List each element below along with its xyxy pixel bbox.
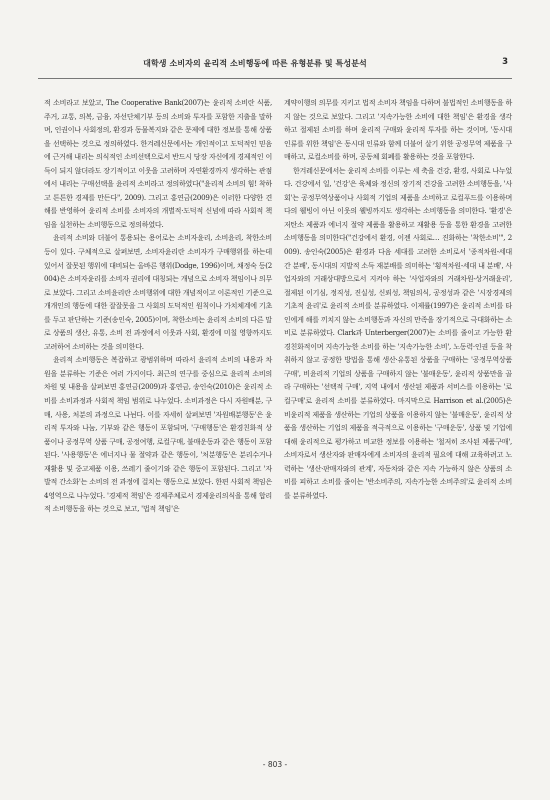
paragraph: 적 소비라고 보았고, The Cooperative Bank(2007)는 윤리적 소비란 식품, 주거, 교통, 의복, 금융, 자선단체기부 등의 소비와 투자를 포함한 지출을 말하며, 인권이나 사회정의, 환경과 동물복지와 같은 문제에 대한 정보를 통해 상품을 선택하는 것으로 정의하였다. 한겨레신문에서는 개인적이고 도덕적인 믿음에 근거해 내리는 의식적인 소비선택으로서 반드시 당장 자신에게 경제적인 이득이 되지 않더라도 장기적이고 이웃을 고려하며 자연환경까지 생각하는 관점에서 내리는 구매선택을 윤리적 소비라고 정의하였다("윤리적 소비의 힘! 착하고 튼튼한 경제를 만든다", 2009). 그리고 홍연금(2009)은 이러한 다양한 견해를 반영하여 윤리적 소비를 소비자의 개별적·도덕적 신념에 따라 사회적 책임을 실천하는 소비행동으로 정의하였다. bbox=[44, 98, 272, 229]
header-page-number: 3 bbox=[502, 57, 508, 67]
paragraph: 윤리적 소비와 더불어 통용되는 용어로는 소비자윤리, 소비윤리, 착한소비 등이 있다. 구체적으로 살펴보면, 소비자윤리란 소비자가 구매행위를 하는데 있어서 잘못된 행위에 대비되는 올바른 행위(Dodge, 1996)이며, 채정숙 등(2004)은 소비자윤리를 소비자 권리에 대칭되는 개념으로 소비자 책임이나 의무로 보았다. 그리고 소비윤리란 소비행위에 대한 개념적이고 이론적인 기준으로 개개인의 행동에 대한 잘잘못을 그 사회의 도덕적인 원칙이나 가치체계에 기초를 두고 판단하는 기준(송인숙, 2005)이며, 착한소비는 윤리적 소비의 다른 말로 상품의 생산, 유통, 소비 전 과정에서 이웃과 사회, 환경에 미칠 영향까지도 고려하여 소비하는 것을 의미한다. bbox=[44, 233, 272, 351]
page-footer-number: - 803 - bbox=[262, 760, 288, 769]
right-column bbox=[284, 96, 512, 502]
paragraph: 계약이행의 의무를 지키고 법적 소비자 책임을 다하며 불법적인 소비행동을 하지 않는 것으로 보았다. 그리고 '지속가능한 소비에 대한 책임'은 환경을 생각하고 절제된 소비를 하며 윤리적 구매와 윤리적 투자를 하는 것이며, '동시대 인류를 위한 책임'은 동시대 인류와 함께 더불어 살기 위한 공정무역 제품을 구매하고, 로컬소비를 하며, 공동체 회폐를 활용하는 것을 포함한다. bbox=[284, 98, 512, 162]
paragraph: 윤리적 소비행동은 복잡하고 광범위하며 따라서 윤리적 소비의 내용과 차원을 분류하는 기준은 여러 가지이다. 최근의 연구를 중심으로 윤리적 소비의 차원 및 내용을 살펴보면 홍연금(2009)과 홍연금, 송인숙(2010)은 윤리적 소비를 소비과정과 사회적 책임 범위로 나누었다. 소비과정은 다시 자원배분, 구매, 사용, 처분의 과정으로 나뉜다. 이를 자세히 살펴보면 '자원배분행동'은 윤리적 투자와 나눔, 기부와 같은 행동이 포함되며, '구매행동'은 환경친화적 상품이나 공정무역 상품 구매, 공정여행, 로컬구매, 불매운동과 같은 행동이 포함된다. '사용행동'은 에너지나 물 절약과 같은 행동이, '처분행동'은 분리수거나 재활용 및 중고제품 이용, 쓰레기 줄이기와 같은 행동이 포함된다. 그리고 '자발적 간소화'는 소비의 전 과정에 걸치는 행동으로 보았다. 한편 사회적 책임은 4영역으로 나누었다. '경제적 책임'은 경제주체로서 경제윤리의식을 통해 합리적 소비행동을 하는 것으로 보고, '법적 책임'은 bbox=[44, 355, 272, 514]
running-title: 대학생 소비자의 윤리적 소비행동에 따른 유형분류 및 특성분석 bbox=[143, 59, 367, 68]
left-column bbox=[44, 96, 272, 516]
paragraph: 한겨레신문에서는 윤리적 소비를 이루는 세 축을 건강, 환경, 사회로 나누었다. 건강에서 일, '건강'은 육체와 정신의 장기적 건강을 고려한 소비행동을, '사회'는 공정무역상품이나 사회적 기업의 제품을 소비하고 로컬푸드를 이용하며 다의 웰빙이 아닌 이웃의 웰빙까지도 생각하는 소비행동을 의미한다. '환경'은 저탄소 제품과 에너지 절약 제품을 활용하고 재활용 등을 통한 환경을 고려한 소비행동을 의미한다("건강에서 환경, 이젠 사회로… 진화하는 '착한소비'", 2009). 송인숙(2005)은 환경과 다음 세대를 고려한 소비로서 '종적차원-세대 간 분배', 동시대의 지발적 소득 재분배를 의미하는 '횡적차원-세대 내 분배', 사업자와의 거래상대방으로서 지켜야 하는 '사업자와의 거래차원-상거래윤리', 절제된 이기심, 정직성, 진실성, 신뢰성, 책임의식, 공정성과 같은 '시장경제의 기초적 윤리'로 윤리적 소비를 분류하였다. 이제률(1997)은 윤리적 소비를 타인에게 해를 끼치지 않는 소비행동과 자신의 만족을 장기적으로 극대화하는 소비로 분류하였다. Clark과 Unterberger(2007)는 소비를 줄이고 가능한 환경친화적이며 지속가능한 소비를 하는 '지속가능한 소비', 노동력·인권 등을 착취하지 않고 공정한 방법을 통해 생산·유통된 상품을 구매하는 '공정무역상품 구매', 비윤리적 기업의 상품을 구매하지 않는 '불매운동', 윤리적 상품만을 골라 구매하는 '선택적 구매', 지역 내에서 생산된 제품과 서비스를 이용하는 '로컬구매'로 윤리적 소비를 분류하였다. 마지막으로 Harrison et al.(2005)은 비윤리적 제품을 생산하는 기업의 상품을 이용하지 않는 '불매운동', 윤리적 상품을 생산하는 기업의 제품을 적극적으로 이용하는 '구매운동', 상품 및 기업에 대해 윤리적으로 평가하고 비교한 정보를 이용하는 '철저히 조사된 제품구매', 소비자로서 생산자와 판매자에게 소비자의 윤리적 필요에 대해 교육하려고 노력하는 '생산·판매자와의 관계', 자동차와 같은 지속 가능하지 않은 상품의 소비를 피하고 소비를 줄이는 '반소비주의, 지속가능한 소비주의'로 윤리적 소비를 분류하였다. bbox=[284, 165, 512, 500]
running-header bbox=[38, 52, 512, 79]
